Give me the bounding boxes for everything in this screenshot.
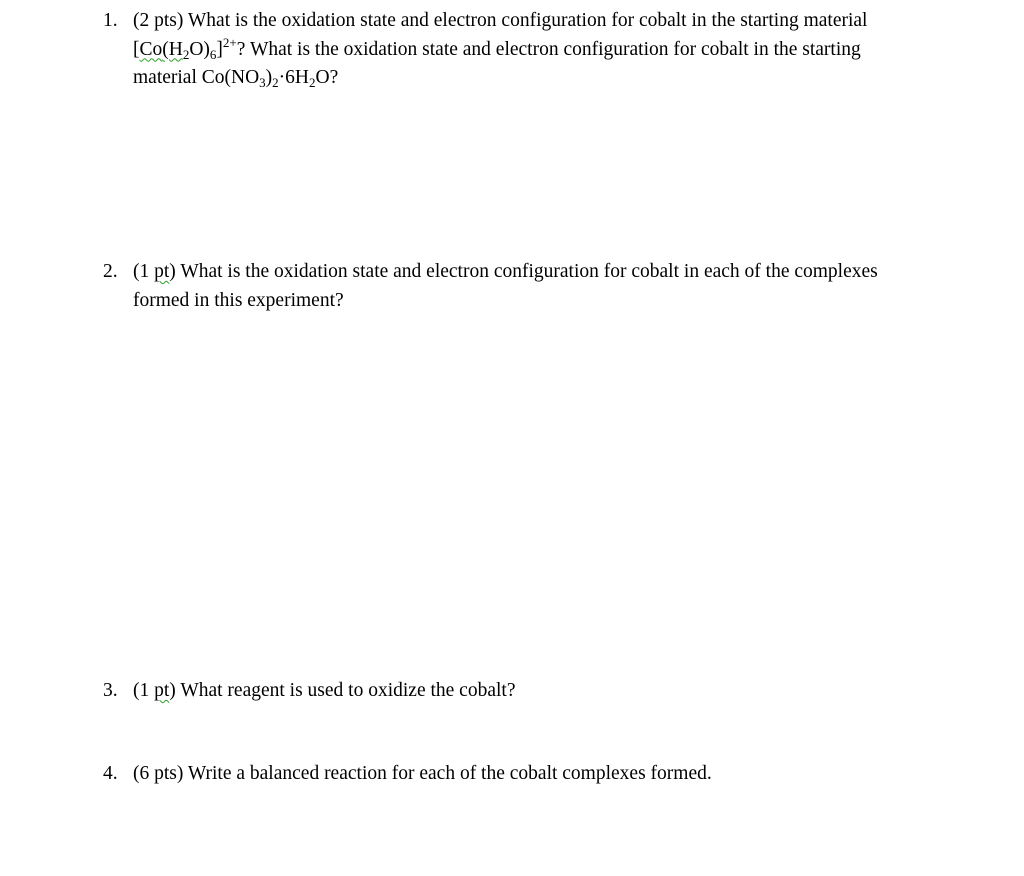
question-4 — [103, 760, 943, 789]
question-line — [133, 64, 943, 93]
subscript: 2 — [309, 75, 316, 90]
spellcheck-flag: pt — [154, 261, 170, 282]
question-sentence: ) What is the oxidation state and electron configuration for cobalt in each of the complexes — [169, 261, 878, 282]
formula-part: O? — [315, 67, 339, 88]
question-text — [133, 258, 943, 315]
question-text — [133, 760, 943, 789]
subscript: 2 — [182, 46, 190, 62]
question-sentence: formed in this experiment? — [133, 289, 344, 311]
question-text — [133, 677, 943, 706]
question-sentence: What is the oxidation state and electron configuration for cobalt in the starting — [245, 38, 861, 60]
formula-part: ·6H — [278, 67, 309, 88]
subscript: 2 — [272, 75, 279, 90]
question-line — [133, 258, 943, 287]
question-sentence: What is the oxidation state and electron configuration for cobalt in the starting material — [183, 10, 868, 31]
question-sentence: ) What reagent is used to oxidize the cobalt? — [169, 680, 516, 701]
chemical-formula-cobalt-nitrate — [259, 67, 338, 88]
element-co: Co — [139, 38, 163, 60]
question-line — [133, 7, 943, 36]
points-label: (1 — [133, 680, 155, 701]
superscript-charge: 2+ — [222, 34, 237, 50]
question-3 — [103, 677, 943, 706]
question-text — [133, 7, 943, 93]
formula-part: (H — [162, 38, 183, 60]
points-label: (1 — [133, 261, 155, 282]
subscript: 3 — [259, 75, 266, 90]
question-line — [133, 677, 943, 706]
spellcheck-flag — [140, 39, 183, 60]
question-mark: ? — [236, 38, 246, 60]
question-number: 3. — [103, 680, 118, 701]
bracket-open: [ — [133, 38, 140, 60]
question-line: (6 pts) Write a balanced reaction for each of the cobalt complexes formed. — [133, 763, 712, 784]
chemical-formula-hexaaquacobalt — [133, 34, 246, 62]
spellcheck-flag: pt — [154, 680, 170, 701]
bracket-close: ] — [216, 38, 223, 60]
question-line — [133, 287, 943, 316]
question-number: 4. — [103, 763, 118, 784]
question-number: 1. — [103, 10, 118, 31]
formula-part: ) — [265, 67, 273, 88]
subscript: 6 — [209, 46, 217, 62]
points-label: (2 pts) — [133, 10, 184, 31]
question-number: 2. — [103, 261, 118, 282]
question-1 — [103, 7, 943, 93]
question-sentence: material Co(NO — [133, 67, 260, 88]
question-line — [133, 36, 943, 65]
question-2 — [103, 258, 943, 315]
formula-part: O) — [189, 38, 210, 60]
